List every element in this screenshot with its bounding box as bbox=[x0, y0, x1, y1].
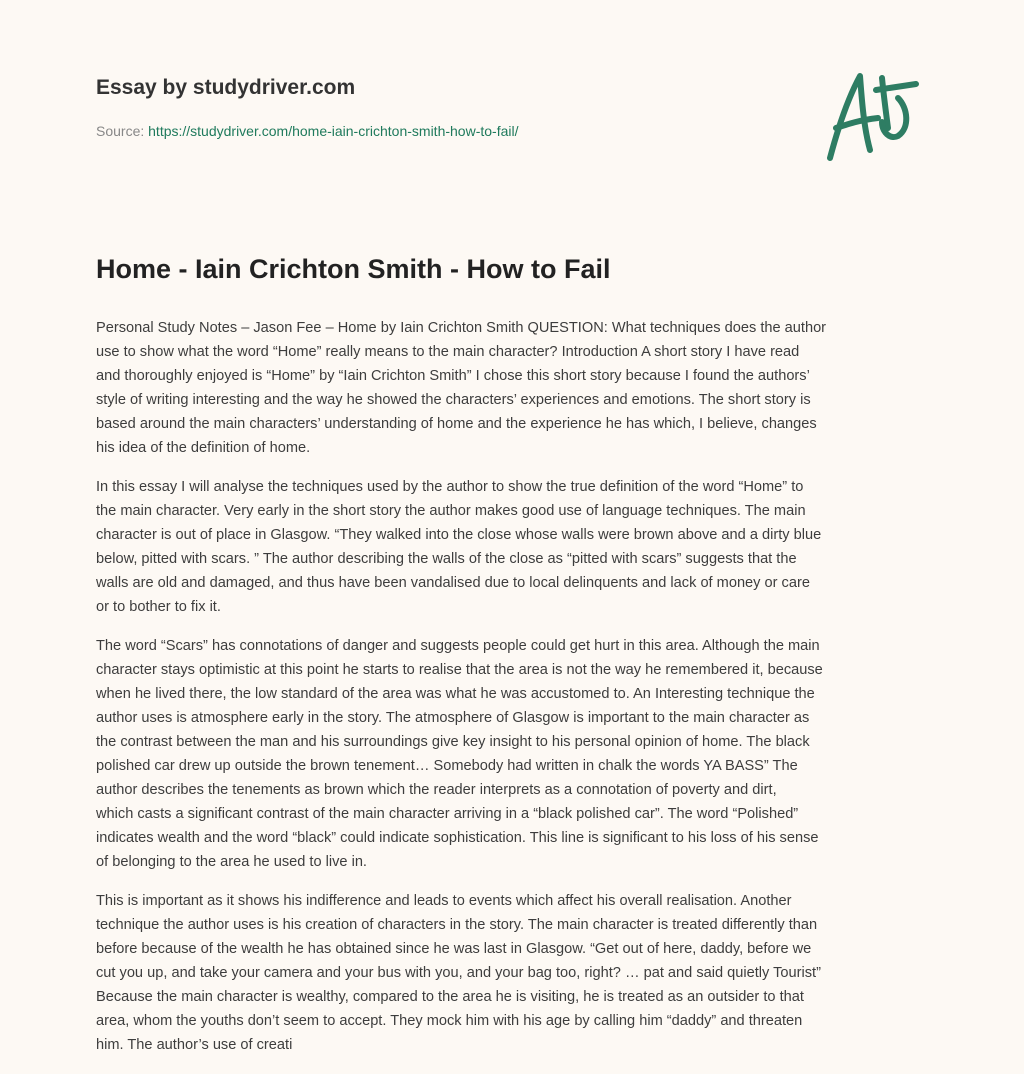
essay-title: Home - Iain Crichton Smith - How to Fail bbox=[96, 254, 611, 284]
essay-paragraph bbox=[96, 475, 936, 619]
paragraph-line: This is important as it shows his indifference and leads to events which affect his overall realisation. Another bbox=[96, 893, 792, 909]
essay-body bbox=[96, 316, 936, 1072]
paragraph-line: of belonging to the area he used to live in. bbox=[96, 854, 367, 870]
paragraph-line: below, pitted with scars. ” The author describing the walls of the close as “pitted with scars” suggests that the bbox=[96, 551, 797, 567]
source-link[interactable]: https://studydriver.com/home-iain-crichton-smith-how-to-fail/ bbox=[148, 123, 519, 139]
paragraph-line: In this essay I will analyse the techniques used by the author to show the true definition of the word “Home” to bbox=[96, 479, 804, 495]
paragraph-line: author describes the tenements as brown which the reader interprets as a connotation of poverty and dirt, bbox=[96, 782, 777, 798]
essay-paragraph bbox=[96, 316, 936, 460]
paragraph-line: area, whom the youths don’t seem to accept. They mock him with his age by calling him “daddy” and threaten bbox=[96, 1013, 803, 1029]
paragraph-line: the contrast between the man and his surroundings give key insight to his personal opinion of home. The black bbox=[96, 734, 810, 750]
paragraph-line: walls are old and damaged, and thus have been vandalised due to local delinquents and lack of money or care bbox=[96, 575, 810, 591]
paragraph-line: when he lived there, the low standard of the area was what he was accustomed to. An Interesting technique the bbox=[96, 686, 815, 702]
source-line bbox=[96, 123, 518, 139]
paragraph-line: and thoroughly enjoyed is “Home” by “Iain Crichton Smith” I chose this short story because I found the authors’ bbox=[96, 368, 810, 384]
paragraph-line: use to show what the word “Home” really means to the main character? Introduction A short story I have read bbox=[96, 344, 800, 360]
paragraph-line: based around the main characters’ understanding of home and the experience he has which, I believe, changes bbox=[96, 416, 817, 432]
paragraph-line: Personal Study Notes – Jason Fee – Home by Iain Crichton Smith QUESTION: What techniques does the author bbox=[96, 320, 827, 336]
paragraph-line: before because of the wealth he has obtained since he was last in Glasgow. “Get out of here, daddy, before we bbox=[96, 941, 812, 957]
essay-paragraph bbox=[96, 634, 936, 874]
paragraph-line: style of writing interesting and the way he showed the characters’ experiences and emotions. The short story is bbox=[96, 392, 811, 408]
a-plus-logo-icon bbox=[818, 68, 928, 168]
paragraph-line: his idea of the definition of home. bbox=[96, 440, 311, 456]
paragraph-line: which casts a significant contrast of the main character arriving in a “black polished car”. The word “Polished” bbox=[96, 806, 799, 822]
paragraph-line: cut you up, and take your camera and your bus with you, and your bag too, right? … pat and said quietly Tourist” bbox=[96, 965, 821, 981]
paragraph-line: polished car drew up outside the brown tenement… Somebody had written in chalk the words YA BASS” The bbox=[96, 758, 798, 774]
source-label: Source: bbox=[96, 123, 145, 139]
paragraph-line: Because the main character is wealthy, compared to the area he is visiting, he is treated as an outsider to that bbox=[96, 989, 804, 1005]
paragraph-line: author uses is atmosphere early in the story. The atmosphere of Glasgow is important to the main character as bbox=[96, 710, 810, 726]
paragraph-line: indicates wealth and the word “black” could indicate sophistication. This line is significant to his loss of his sense bbox=[96, 830, 819, 846]
paragraph-line: character stays optimistic at this point he starts to realise that the area is not the way he remembered it, because bbox=[96, 662, 823, 678]
paragraph-line: him. The author’s use of creati bbox=[96, 1037, 293, 1053]
site-title: Essay by studydriver.com bbox=[96, 76, 356, 99]
paragraph-line: the main character. Very early in the short story the author makes good use of language techniques. The main bbox=[96, 503, 806, 519]
paragraph-line: The word “Scars” has connotations of danger and suggests people could get hurt in this area. Although the main bbox=[96, 638, 820, 654]
essay-paragraph bbox=[96, 889, 936, 1057]
paragraph-line: or to bother to fix it. bbox=[96, 599, 221, 615]
paragraph-line: character is out of place in Glasgow. “They walked into the close whose walls were brown above and a dirty blue bbox=[96, 527, 822, 543]
paragraph-line: technique the author uses is his creation of characters in the story. The main character is treated differently than bbox=[96, 917, 818, 933]
